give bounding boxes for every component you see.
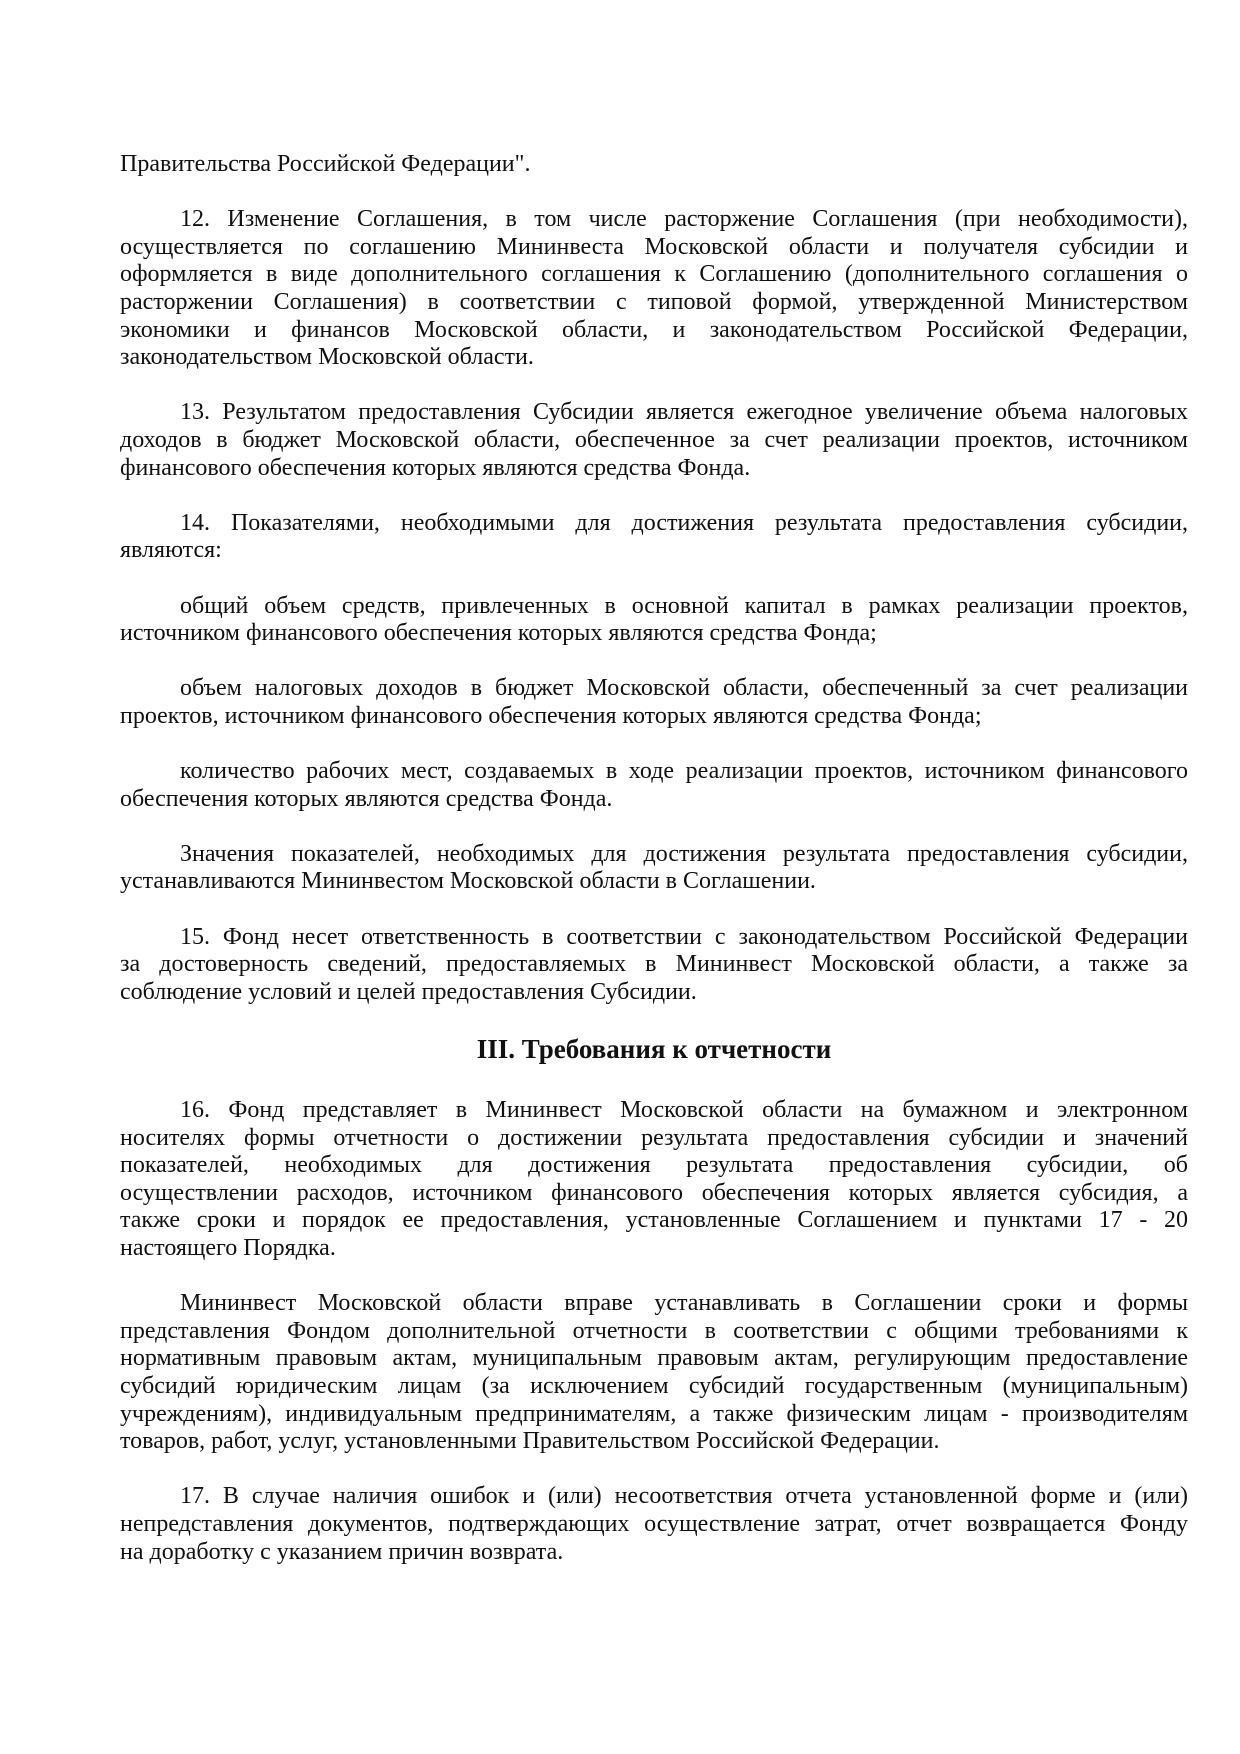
paragraph-line: 16. Фонд представляет в Мининвест Московской области на бумажном и электронном <box>180 1097 1188 1123</box>
paragraph-line: источником финансового обеспечения которых являются средства Фонда; <box>120 620 877 647</box>
paragraph <box>120 758 1188 813</box>
paragraph-line: также сроки и порядок ее предоставления, установленные Соглашением и пунктами 17 - 20 <box>120 1207 1188 1234</box>
paragraph <box>120 675 1188 730</box>
paragraph-line: осуществлении расходов, источником финансового обеспечения которых является субсидия, а <box>120 1179 1188 1206</box>
paragraph <box>120 399 1188 482</box>
paragraph <box>120 841 1188 896</box>
paragraph-line: финансового обеспечения которых являются средства Фонда. <box>120 454 751 481</box>
section-heading: III. Требования к отчетности <box>476 1034 832 1064</box>
paragraph-line: доходов в бюджет Московской области, обеспеченное за счет реализации проектов, источником <box>120 426 1188 453</box>
paragraph <box>120 924 1188 1007</box>
paragraph-line: товаров, работ, услуг, установленными Правительством Российской Федерации. <box>120 1428 940 1455</box>
paragraph-line: экономики и финансов Московской области, и законодательством Российской Федерации, <box>120 316 1188 343</box>
paragraph-line: непредставления документов, подтверждающих осуществление затрат, отчет возвращается Фонду <box>120 1510 1188 1537</box>
paragraph-line: устанавливаются Мининвестом Московской области в Соглашении. <box>120 868 816 895</box>
paragraph-line: 14. Показателями, необходимыми для достижения результата предоставления субсидии, <box>180 509 1188 536</box>
paragraph <box>120 593 1188 648</box>
paragraph-line: учреждениям), индивидуальным предпринимателям, а также физическим лицам - производителям <box>120 1400 1188 1427</box>
paragraph-line: соблюдение условий и целей предоставления Субсидии. <box>120 978 697 1005</box>
paragraph-line: 13. Результатом предоставления Субсидии является ежегодное увеличение объема налоговых <box>180 399 1188 426</box>
paragraph-line: настоящего Порядка. <box>120 1234 336 1261</box>
paragraph-line: осуществляется по соглашению Мининвеста Московской области и получателя субсидии и <box>120 233 1188 260</box>
paragraph <box>120 1483 1188 1566</box>
paragraph-line: обеспечения которых являются средства Фонда. <box>120 785 613 812</box>
paragraph-line: Значения показателей, необходимых для достижения результата предоставления субсидии, <box>180 840 1188 867</box>
section-before-heading <box>120 151 1188 1006</box>
paragraph-line: законодательством Московской области. <box>120 344 534 371</box>
paragraph-line: расторжении Соглашения) в соответствии с типовой формой, утвержденной Министерством <box>120 288 1188 315</box>
paragraph-line: Правительства Российской Федерации". <box>120 151 531 177</box>
paragraph-line: носителях формы отчетности о достижении результата предоставления субсидии и значений <box>120 1124 1188 1151</box>
document-page <box>120 151 1188 1594</box>
paragraph-line: объем налоговых доходов в бюджет Московской области, обеспеченный за счет реализации <box>180 675 1188 702</box>
paragraph-line: количество рабочих мест, создаваемых в ходе реализации проектов, источником финансового <box>180 758 1188 785</box>
paragraph-line: 17. В случае наличия ошибок и (или) несоответствия отчета установленной форме и (или) <box>180 1483 1188 1510</box>
section-after-heading <box>120 1097 1188 1566</box>
paragraph-line: 12. Изменение Соглашения, в том числе расторжение Соглашения (при необходимости), <box>180 206 1188 233</box>
paragraph-line: представления Фондом дополнительной отчетности в соответствии с общими требованиями к <box>120 1317 1188 1344</box>
paragraph-line: Мининвест Московской области вправе устанавливать в Соглашении сроки и формы <box>180 1290 1188 1317</box>
paragraph-line: оформляется в виде дополнительного соглашения к Соглашению (дополнительного соглашения о <box>120 261 1188 288</box>
paragraph-line: показателей, необходимых для достижения результата предоставления субсидии, об <box>120 1152 1188 1179</box>
paragraph <box>120 1290 1188 1456</box>
paragraph-line: за достоверность сведений, предоставляемых в Мининвест Московской области, а также за <box>120 951 1188 978</box>
paragraph <box>120 206 1188 372</box>
paragraph <box>120 1097 1188 1263</box>
paragraph-line: 15. Фонд несет ответственность в соответствии с законодательством Российской Федерации <box>180 923 1188 950</box>
paragraph <box>120 151 1188 179</box>
paragraph-line: являются: <box>120 537 222 564</box>
paragraph-line: на доработку с указанием причин возврата. <box>120 1538 564 1565</box>
paragraph-line: проектов, источником финансового обеспечения которых являются средства Фонда; <box>120 702 982 729</box>
paragraph-line: общий объем средств, привлеченных в основной капитал в рамках реализации проектов, <box>180 592 1188 619</box>
paragraph <box>120 510 1188 565</box>
paragraph-line: субсидий юридическим лицам (за исключением субсидий государственным (муниципальным) <box>120 1372 1188 1399</box>
paragraph-line: нормативным правовым актам, муниципальным правовым актам, регулирующим предоставление <box>120 1345 1188 1372</box>
